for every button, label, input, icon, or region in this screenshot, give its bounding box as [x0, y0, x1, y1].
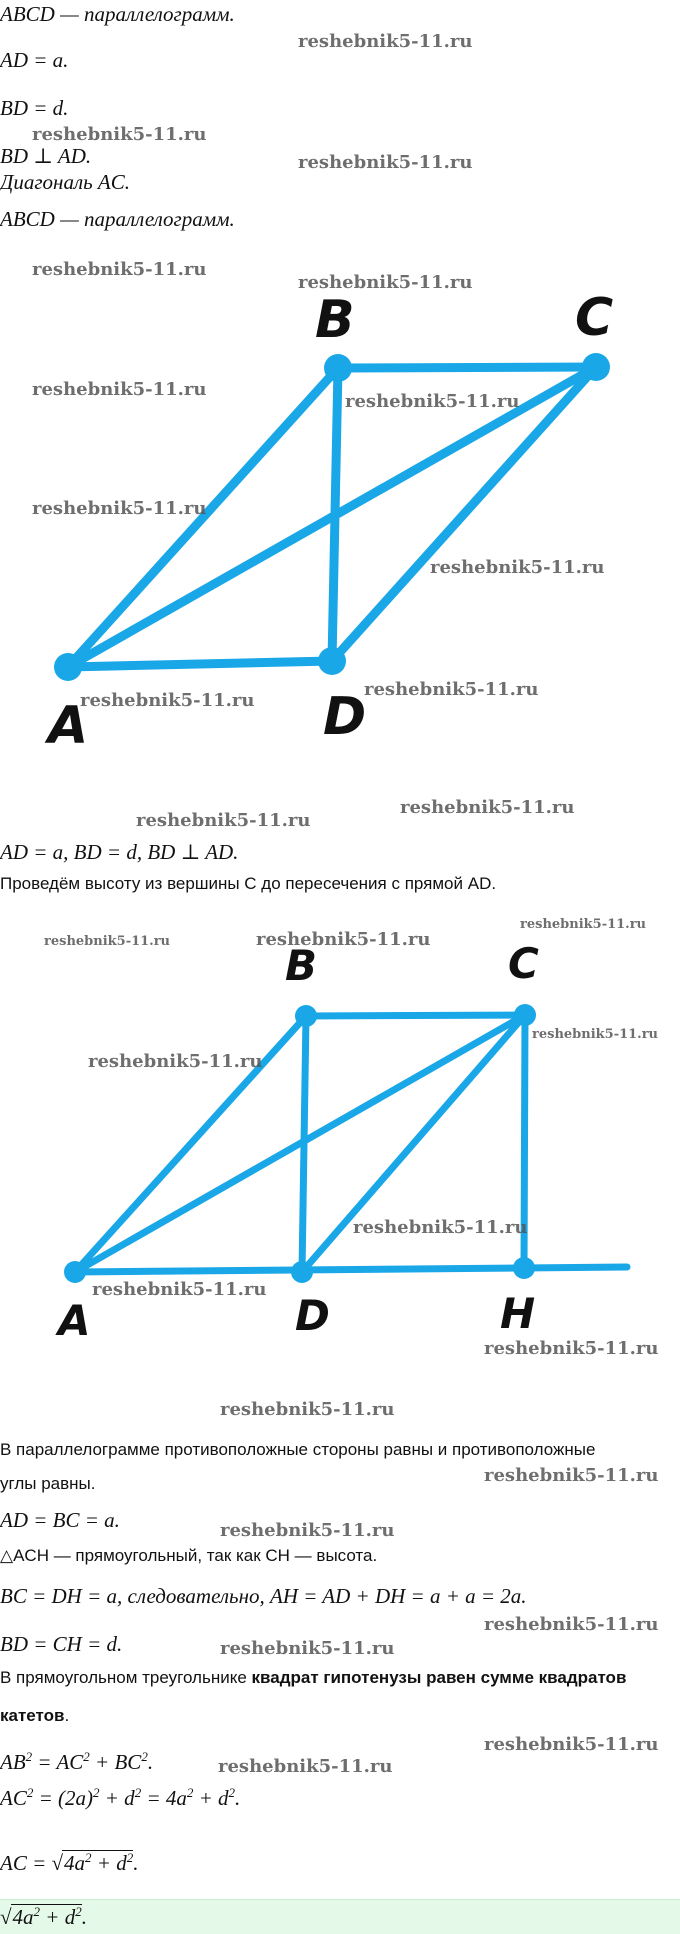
- vertex-d: [318, 647, 346, 675]
- exponent: 2: [186, 1785, 194, 1800]
- label-d: D: [295, 1291, 330, 1340]
- eq-part: √: [0, 1905, 12, 1929]
- pythagoras-end: .: [64, 1706, 70, 1725]
- exponent: 2: [75, 1904, 82, 1919]
- watermark: reshebnik5-11.ru: [32, 498, 207, 519]
- label-d: D: [323, 687, 367, 747]
- eq-part: + d: [193, 1786, 229, 1810]
- watermark: reshebnik5-11.ru: [364, 679, 539, 700]
- equation-ad-bc: AD = BC = a.: [0, 1508, 120, 1532]
- eq-part: AC = √: [0, 1851, 64, 1875]
- height-step-line: Проведём высоту из вершины C до пересечения с прямой AD.: [0, 874, 497, 893]
- exponent: 2: [83, 1749, 90, 1764]
- vertex-h: [513, 1257, 535, 1279]
- right-triangle-line: △ACH — прямоугольный, так как CH — высота.: [0, 1546, 378, 1565]
- side-da: [68, 661, 332, 667]
- label-c: C: [508, 939, 539, 988]
- label-a: A: [48, 696, 89, 756]
- side-bc: [338, 367, 596, 368]
- eq-part: .: [147, 1750, 154, 1774]
- exponent: 2: [85, 1850, 92, 1865]
- solution-intro: ABCD — параллелограмм.: [0, 207, 235, 231]
- watermark: reshebnik5-11.ru: [430, 557, 605, 578]
- parallelogram-figure: [0, 260, 680, 820]
- watermark: reshebnik5-11.ru: [256, 929, 431, 950]
- label-c: C: [575, 288, 614, 348]
- watermark: reshebnik5-11.ru: [484, 1338, 659, 1359]
- parallelogram-property-line-1: В параллелограмме противоположные стороны равны и противоположные: [0, 1440, 596, 1459]
- eq-part: + BC: [89, 1750, 142, 1774]
- eq-part: AC: [0, 1786, 27, 1810]
- eq-part: = 4a: [141, 1786, 187, 1810]
- eq-part: = (2a): [33, 1786, 94, 1810]
- watermark: reshebnik5-11.ru: [220, 1638, 395, 1659]
- watermark: reshebnik5-11.ru: [44, 934, 171, 949]
- parallelogram-property-line-2: углы равны.: [0, 1474, 96, 1493]
- given-line-1: ABCD — параллелограмм.: [0, 2, 235, 26]
- eq-part: 4a: [12, 1905, 34, 1929]
- vertex-a: [64, 1261, 86, 1283]
- vertex-b: [324, 354, 352, 382]
- watermark: reshebnik5-11.ru: [80, 690, 255, 711]
- eq-part: + d: [91, 1851, 127, 1875]
- watermark: reshebnik5-11.ru: [484, 1465, 659, 1486]
- exponent: 2: [93, 1785, 100, 1800]
- watermark: reshebnik5-11.ru: [218, 1756, 393, 1777]
- given-line-2: AD = a.: [0, 48, 69, 72]
- label-a: A: [58, 1296, 91, 1345]
- watermark: reshebnik5-11.ru: [484, 1734, 659, 1755]
- exponent: 2: [228, 1785, 236, 1800]
- given-line-3: BD = d.: [0, 96, 69, 120]
- exponent: 2: [141, 1749, 148, 1764]
- equation-ac: [0, 1850, 138, 1875]
- given-line-4: BD ⊥ AD.: [0, 144, 92, 168]
- pythagoras-line-2: [0, 1706, 69, 1726]
- find-line: Диагональ AC.: [0, 170, 131, 194]
- watermark: reshebnik5-11.ru: [484, 1614, 659, 1635]
- watermark: reshebnik5-11.ru: [92, 1279, 267, 1300]
- watermark: reshebnik5-11.ru: [32, 379, 207, 400]
- eq-part: + d: [40, 1905, 76, 1929]
- equation-ac-squared: [0, 1786, 240, 1810]
- pythagoras-prefix: В прямоугольном треугольнике: [0, 1668, 252, 1687]
- label-b: B: [315, 290, 355, 350]
- answer-box: [0, 1899, 680, 1934]
- watermark: reshebnik5-11.ru: [532, 1027, 659, 1042]
- equation-bd-ch: BD = CH = d.: [0, 1632, 123, 1656]
- eq-part: .: [81, 1905, 87, 1929]
- watermark: reshebnik5-11.ru: [400, 797, 575, 818]
- watermark: reshebnik5-11.ru: [353, 1217, 528, 1238]
- exponent: 2: [26, 1785, 34, 1800]
- exponent: 2: [25, 1749, 33, 1764]
- watermark: reshebnik5-11.ru: [520, 917, 647, 932]
- vertex-c: [514, 1004, 536, 1026]
- exponent: 2: [126, 1850, 134, 1865]
- vertex-d: [291, 1261, 313, 1283]
- watermark: reshebnik5-11.ru: [298, 272, 473, 293]
- eq-part: = AC: [32, 1750, 84, 1774]
- pythagoras-bold-1: квадрат гипотенузы равен сумме квадратов: [251, 1668, 627, 1687]
- exponent: 2: [33, 1904, 41, 1919]
- line-ad-extended: [75, 1267, 627, 1272]
- radicand: [62, 1850, 133, 1875]
- watermark: reshebnik5-11.ru: [220, 1399, 395, 1420]
- watermark: reshebnik5-11.ru: [298, 152, 473, 173]
- height-figure: [0, 930, 680, 1370]
- eq-part: + d: [99, 1786, 135, 1810]
- vertex-a: [54, 653, 82, 681]
- watermark: reshebnik5-11.ru: [220, 1520, 395, 1541]
- answer-line: [0, 1904, 87, 1929]
- label-h: H: [500, 1289, 536, 1338]
- equation-ab-squared: [0, 1750, 153, 1774]
- vertex-b: [295, 1005, 317, 1027]
- pythagoras-line-1: [0, 1668, 626, 1688]
- eq-part: .: [235, 1786, 241, 1810]
- side-bc: [306, 1015, 525, 1016]
- watermark: reshebnik5-11.ru: [32, 124, 207, 145]
- vertex-c: [582, 353, 610, 381]
- watermark: reshebnik5-11.ru: [136, 810, 311, 831]
- eq-part: AB: [0, 1750, 26, 1774]
- watermark: reshebnik5-11.ru: [298, 31, 473, 52]
- exponent: 2: [134, 1785, 142, 1800]
- radicand: [11, 1904, 82, 1929]
- watermark: reshebnik5-11.ru: [88, 1051, 263, 1072]
- equation-bc-dh: BC = DH = a, следовательно, AH = AD + DH = a + a = 2a.: [0, 1584, 527, 1608]
- watermark: reshebnik5-11.ru: [32, 259, 207, 280]
- label-b: B: [285, 941, 318, 990]
- eq-part: .: [133, 1851, 139, 1875]
- pythagoras-bold-2: катетов: [0, 1706, 65, 1725]
- conditions-line: AD = a, BD = d, BD ⊥ AD.: [0, 840, 239, 864]
- watermark: reshebnik5-11.ru: [345, 391, 520, 412]
- eq-part: 4a: [64, 1851, 86, 1875]
